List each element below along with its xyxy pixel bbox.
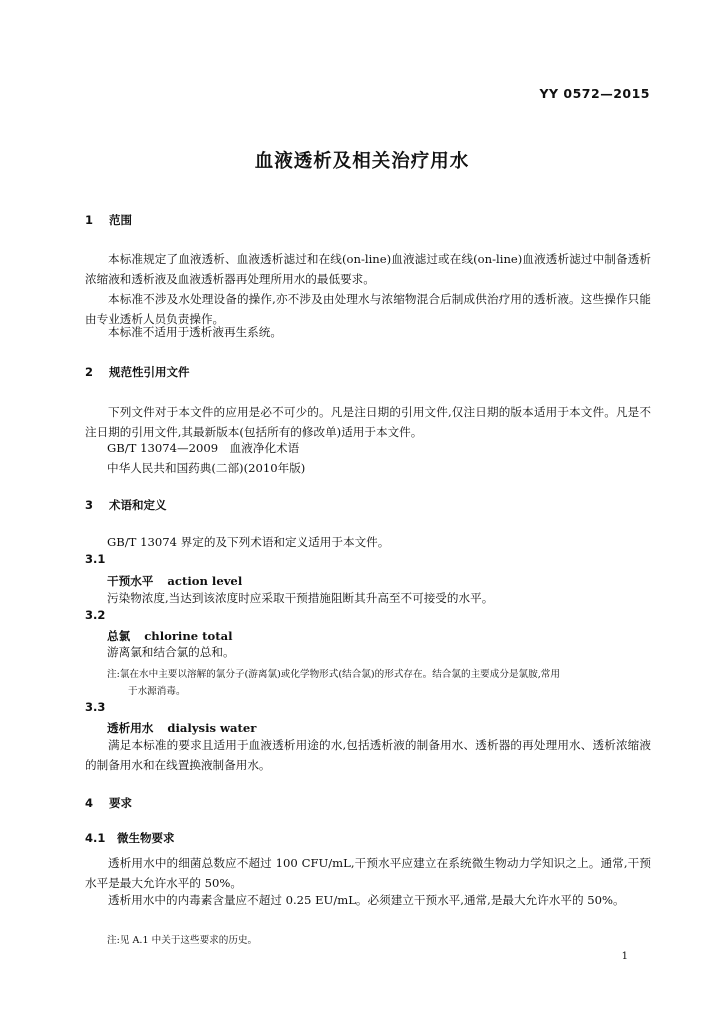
term-title: [107, 720, 256, 736]
reference-item: 中华人民共和国药典(二部)(2010年版): [107, 461, 306, 475]
section-title: 术语和定义: [109, 498, 167, 512]
term-en: action level: [167, 574, 243, 588]
paragraph: 本标准不适用于透析液再生系统。: [108, 325, 282, 339]
term-en: chlorine total: [144, 629, 233, 643]
paragraph: 透析用水中的细菌总数应不超过 100 CFU/mL,干预水平应建立在系统微生物动力学知识之上。通常,干预水平是最大允许水平的 50%。: [85, 856, 651, 890]
paragraph: GB/T 13074 界定的及下列术语和定义适用于本文件。: [107, 535, 390, 549]
section-number: 1: [85, 213, 94, 227]
paragraph: 下列文件对于本文件的应用是必不可少的。凡是注日期的引用文件,仅注日期的版本适用于本文件。凡是不注日期的引用文件,其最新版本(包括所有的修改单)适用于本文件。: [85, 405, 651, 439]
term-number: 3.2: [85, 608, 106, 622]
section-title: 范围: [109, 213, 132, 227]
section-number: 4: [85, 796, 94, 810]
term-definition: 游离氯和结合氯的总和。: [107, 645, 235, 659]
section-number: 2: [85, 365, 94, 379]
term-definition: 满足本标准的要求且适用于血液透析用途的水,包括透析液的制备用水、透析器的再处理用水、透析浓缩液的制备用水和在线置换液制备用水。: [85, 738, 651, 772]
section-title: 要求: [109, 796, 132, 810]
note-line: 于水源消毒。: [128, 686, 186, 697]
paragraph: 本标准不涉及水处理设备的操作,亦不涉及由处理水与浓缩物混合后制成供治疗用的透析液。这些操作只能由专业透析人员负责操作。: [85, 292, 651, 326]
term-en: dialysis water: [167, 721, 257, 735]
document-code: YY 0572—2015: [539, 86, 650, 101]
paragraph: 透析用水中的内毒素含量应不超过 0.25 EU/mL。必须建立干预水平,通常,是最大允许水平的 50%。: [108, 893, 625, 907]
term-number: 3.3: [85, 700, 106, 714]
paragraph: 本标准规定了血液透析、血液透析滤过和在线(on-line)血液滤过或在线(on-line)血液透析滤过中制备透析浓缩液和透析液及血液透析器再处理所用水的最低要求。: [85, 252, 651, 286]
term-definition: 污染物浓度,当达到该浓度时应采取干预措施阻断其升高至不可接受的水平。: [107, 591, 494, 605]
reference-item: GB/T 13074—2009 血液净化术语: [107, 441, 300, 455]
term-zh: 干预水平: [107, 574, 154, 588]
section-number: 3: [85, 498, 94, 512]
subsection-title: 微生物要求: [117, 831, 175, 845]
section-1-heading: [85, 212, 132, 228]
note: [107, 666, 651, 700]
note: [107, 932, 651, 949]
section-title: 规范性引用文件: [109, 365, 190, 379]
subsection-number: 4.1: [85, 831, 106, 845]
term-zh: 总氯: [107, 629, 131, 643]
subsection-4-1-heading: [85, 830, 175, 846]
term-number: 3.1: [85, 552, 106, 566]
page-number: 1: [621, 951, 628, 962]
section-4-heading: [85, 795, 132, 811]
page-title: 血液透析及相关治疗用水: [254, 151, 470, 172]
note-line: 注:见 A.1 中关于这些要求的历史。: [107, 935, 258, 946]
section-2-heading: [85, 364, 190, 380]
term-zh: 透析用水: [107, 721, 154, 735]
note-line: 注:氯在水中主要以溶解的氯分子(游离氯)或化学物形式(结合氯)的形式存在。结合氯的主要成分是氯胺,常用: [107, 669, 560, 680]
term-title: [107, 573, 242, 589]
section-3-heading: [85, 497, 167, 513]
